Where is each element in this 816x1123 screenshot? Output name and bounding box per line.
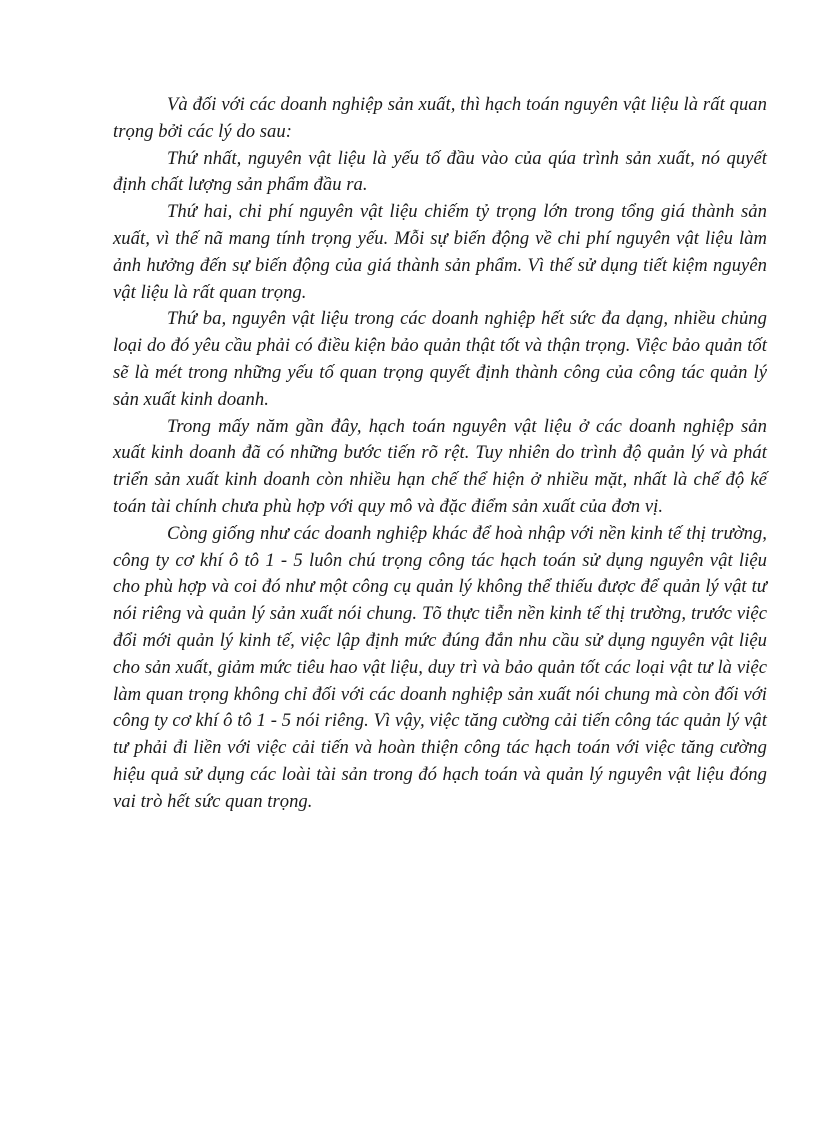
- paragraph-second-reason: Thứ hai, chi phí nguyên vật liệu chiếm tỷ trọng lớn trong tổng giá thành sản xuất, vì thế nã mang tính trọng yếu. Mỗi sự biến động về chi phí nguyên vật liệu làm ảnh hưởng đến sự biến động của giá thành sản phẩm. Vì thế sử dụng tiết kiệm nguyên vật liệu là rất quan trọng.: [113, 201, 767, 303]
- document-body: [113, 92, 767, 816]
- paragraph-first-reason: Thứ nhất, nguyên vật liệu là yếu tố đầu vào của qúa trình sản xuất, nó quyết định chất lượng sản phẩm đầu ra.: [113, 147, 767, 196]
- paragraph-intro: Và đối với các doanh nghiệp sản xuất, thì hạch toán nguyên vật liệu là rất quan trọng bởi các lý do sau:: [113, 94, 767, 142]
- paragraph-company: Còng giống như các doanh nghiệp khác để hoà nhập với nền kinh tế thị trường, công ty cơ khí ô tô 1 - 5 luôn chú trọng công tác hạch toán sử dụng nguyên vật liệu cho phù hợp và coi đó như một công cụ quản lý không thể thiếu được để quản lý vật tư nói riêng và quản lý sản xuất nói chung. Tõ thực tiễn nền kinh tế thị trường, trước việc đổi mới quản lý kinh tế, việc lập định mức đúng đắn nhu cầu sử dụng nguyên vật liệu cho sản xuất, giảm mức tiêu hao vật liệu, duy trì và bảo quản tốt các loại vật tư là việc làm quan trọng không chỉ đối với các doanh nghiệp sản xuất nói chung mà còn đối với công ty cơ khí ô tô 1 - 5 nói riêng. Vì vậy, việc tăng cường cải tiến công tác quản lý vật tư phải đi liền với việc cải tiến và hoàn thiện công tác hạch toán với việc tăng cường hiệu quả sử dụng các loài tài sản trong đó hạch toán và quản lý nguyên vật liệu đóng vai trò hết sức quan trọng.: [113, 522, 767, 812]
- paragraph-recent-years: Trong mấy năm gần đây, hạch toán nguyên vật liệu ở các doanh nghiệp sản xuất kinh doanh đã có những bước tiến rõ rệt. Tuy nhiên do trình độ quản lý và phát triển sản xuất kinh doanh còn nhiều hạn chế thể hiện ở nhiều mặt, nhất là chế độ kế toán tài chính chưa phù hợp với quy mô và đặc điểm sản xuất của đơn vị.: [113, 415, 767, 517]
- paragraph-third-reason: Thứ ba, nguyên vật liệu trong các doanh nghiệp hết sức đa dạng, nhiều chủng loại do đó yêu cầu phải có điều kiện bảo quản thật tốt và thận trọng. Việc bảo quản tốt sẽ là mét trong những yếu tố quan trọng quyết định thành công của công tác quản lý sản xuất kinh doanh.: [113, 308, 767, 410]
